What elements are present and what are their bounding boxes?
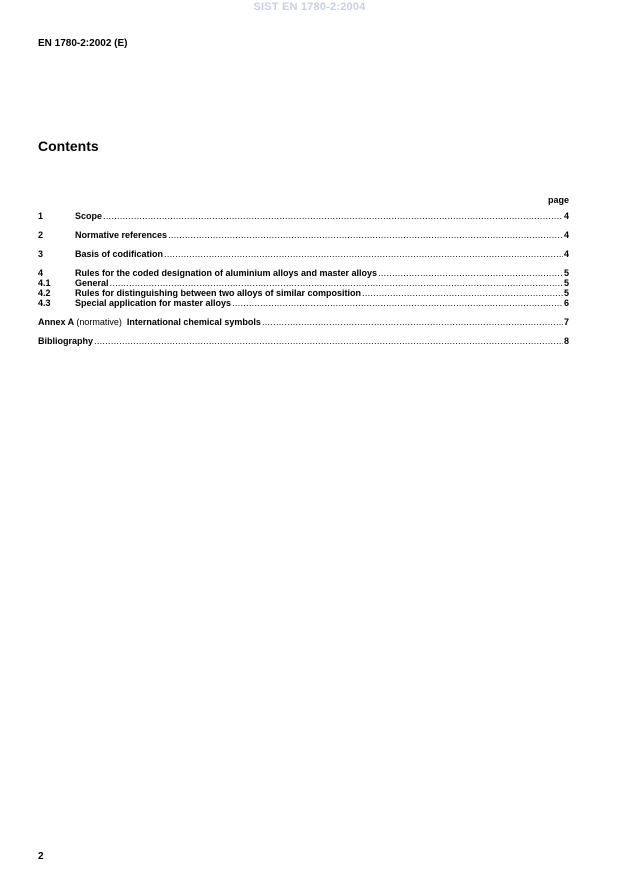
toc-title: General: [75, 278, 109, 288]
toc-entry-normative-references[interactable]: [38, 230, 569, 240]
document-id: EN 1780-2:2002 (E): [38, 38, 128, 49]
toc-title: Basis of codification: [75, 249, 164, 259]
toc-number: 3: [38, 249, 44, 259]
table-of-contents: [38, 211, 569, 346]
toc-entry-general[interactable]: [38, 278, 569, 288]
toc-leader: [94, 336, 563, 346]
toc-leader: [362, 288, 563, 298]
toc-title: Bibliography: [38, 336, 94, 346]
toc-number: 4.3: [38, 298, 51, 308]
toc-number: 4.1: [38, 278, 51, 288]
toc-entry-rules-distinguishing[interactable]: [38, 288, 569, 298]
toc-page: 4: [563, 230, 569, 240]
toc-page: 5: [563, 278, 569, 288]
toc-page: 5: [563, 268, 569, 278]
toc-page: 7: [563, 317, 569, 327]
toc-entry-scope[interactable]: [38, 211, 569, 221]
toc-page: 5: [563, 288, 569, 298]
toc-entry-special-application[interactable]: [38, 298, 569, 308]
toc-title: Special application for master alloys: [75, 298, 232, 308]
toc-title: Rules for the coded designation of aluminium alloys and master alloys: [75, 268, 378, 278]
toc-page: 4: [563, 211, 569, 221]
toc-leader: [168, 230, 563, 240]
toc-page: 4: [563, 249, 569, 259]
toc-page: 6: [563, 298, 569, 308]
page-number: 2: [38, 851, 44, 862]
toc-title: Rules for distinguishing between two alloys of similar composition: [75, 288, 362, 298]
toc-number: 2: [38, 230, 44, 240]
annex-title: International chemical symbols: [126, 317, 261, 327]
toc-page: 8: [563, 336, 569, 346]
toc-number: 1: [38, 211, 44, 221]
toc-leader: [262, 317, 563, 327]
contents-heading: Contents: [38, 138, 99, 154]
toc-title: Normative references: [75, 230, 168, 240]
toc-number: 4.2: [38, 288, 51, 298]
toc-entry-basis-of-codification[interactable]: [38, 249, 569, 259]
toc-number: 4: [38, 268, 44, 278]
annex-qualifier: (normative): [76, 317, 122, 327]
watermark: SIST EN 1780-2:2004: [253, 1, 366, 13]
toc-leader: [103, 211, 563, 221]
toc-leader: [378, 268, 563, 278]
toc-entry-annex-a[interactable]: [38, 317, 569, 327]
toc-leader: [232, 298, 563, 308]
toc-entry-bibliography[interactable]: [38, 336, 569, 346]
toc-entry-rules-coded-designation[interactable]: [38, 268, 569, 278]
toc-title: [38, 317, 261, 327]
toc-leader: [164, 249, 563, 259]
page-column-label: page: [547, 195, 569, 205]
annex-prefix: Annex A: [38, 317, 74, 327]
toc-title: Scope: [75, 211, 103, 221]
toc-leader: [110, 278, 563, 288]
